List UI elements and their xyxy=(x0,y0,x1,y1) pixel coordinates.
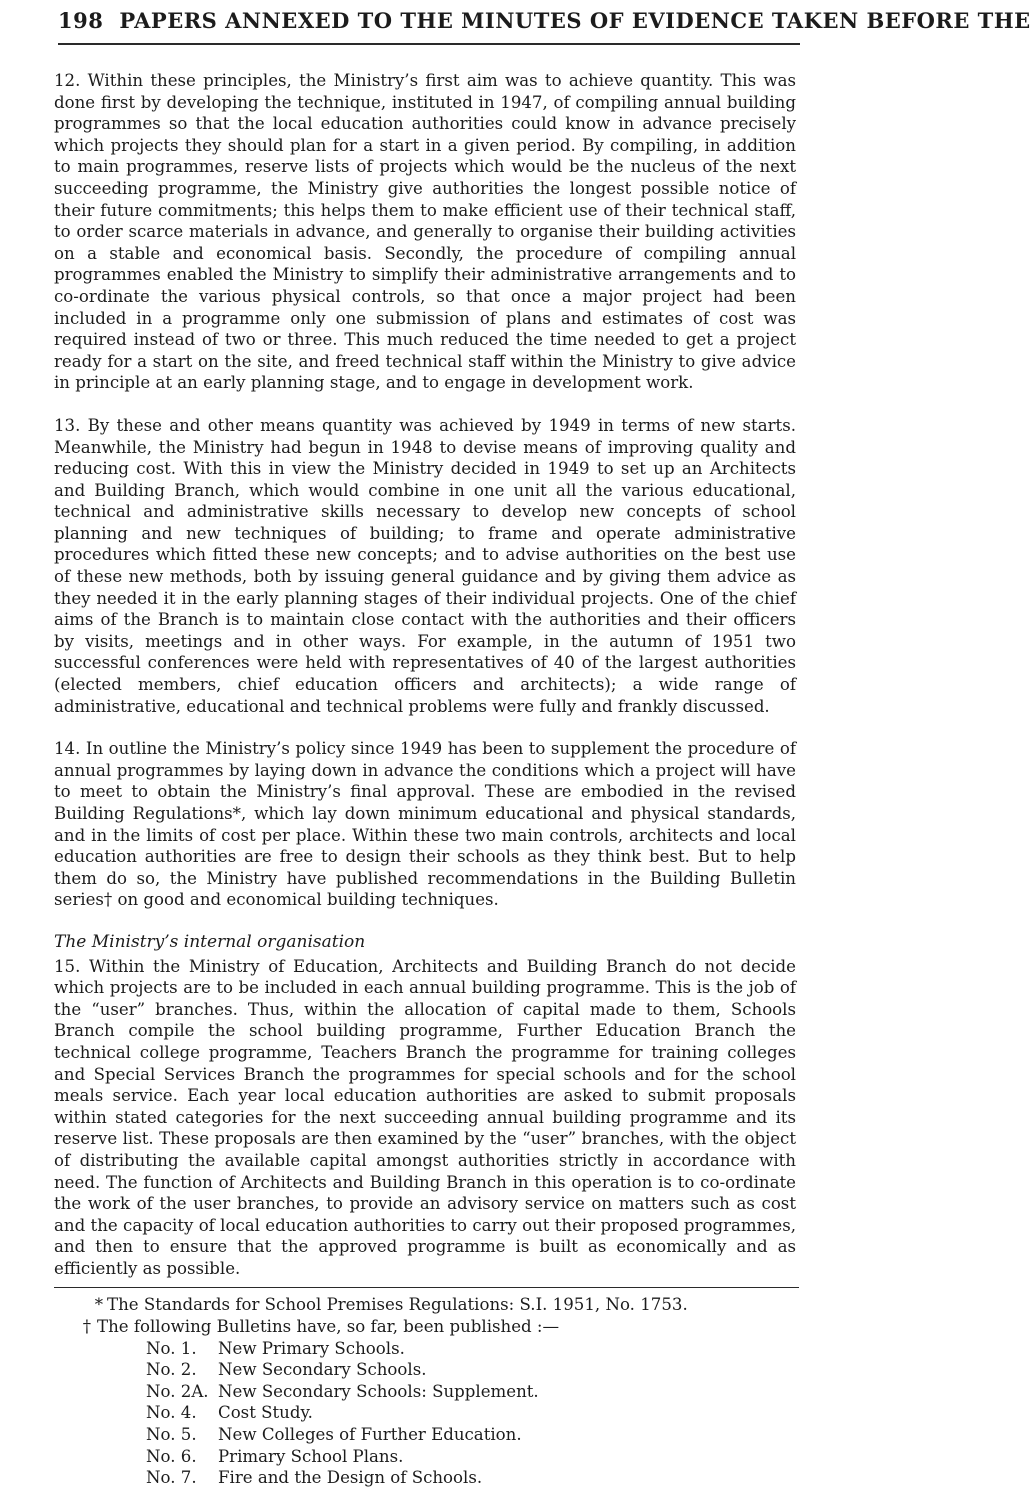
running-title: PAPERS ANNEXED TO THE MINUTES OF EVIDENCE TAKEN BEFORE THE xyxy=(119,8,1031,33)
header-rule xyxy=(58,43,800,45)
footnote-dagger-mark: † xyxy=(82,1317,91,1337)
bulletin-number: No. 2. xyxy=(146,1360,197,1380)
list-item xyxy=(146,1338,796,1360)
footnote-star xyxy=(54,1294,796,1316)
bulletin-number: No. 6. xyxy=(146,1446,197,1466)
list-item xyxy=(146,1381,796,1403)
bulletin-title: New Secondary Schools. xyxy=(218,1360,427,1380)
footnote-dagger-text: The following Bulletins have, so far, been published :— xyxy=(97,1317,560,1337)
bulletin-number: No. 7. xyxy=(146,1468,197,1488)
bulletin-title: New Secondary Schools: Supplement. xyxy=(218,1381,539,1401)
paragraph-14: 14. In outline the Ministry’s policy since 1949 has been to supplement the procedure of annual programmes by laying down in advance the conditions which a project will have to meet to obtain the Ministry’s final approval. These are embodied in the revised Building Regulations*, which lay down minimum educational and physical standards, and in the limits of cost per place. Within these two main controls, architects and local education authorities are free to design their schools as they think best. But to help them do so, the Ministry have published recommendations in the Building Bulletin series† on good and economical building techniques. xyxy=(54,739,796,910)
footnote-rule xyxy=(54,1287,799,1288)
bulletin-title: Fire and the Design of Schools. xyxy=(218,1468,483,1488)
paragraph-15: 15. Within the Ministry of Education, Architects and Building Branch do not decide which projects are to be included in each annual building programme. This is the job of the “user” branches. Thus, within the allocation of capital made to them, Schools Branch compile the school building programme, Further Education Branch the technical college programme, Teachers Branch the programme for training colleges and Special Services Branch the programmes for special schools and for the school meals service. Each year local education authorities are asked to submit proposals within stated categories for the next succeeding annual building programme and its reserve list. These proposals are then examined by the “user” branches, with the object of distributing the available capital amongst authorities strictly in accordance with need. The function of Architects and Building Branch in this operation is to co-ordinate the work of the user branches, to provide an advisory service on matters such as cost and the capacity of local education authorities to carry out their proposed programmes, and then to ensure that the approved programme is built as economically and as efficiently as possible. xyxy=(54,956,796,1278)
list-item xyxy=(146,1446,796,1468)
bulletin-number: No. 5. xyxy=(146,1425,197,1445)
document-body xyxy=(54,70,796,1489)
bulletin-number: No. 1. xyxy=(146,1338,197,1358)
bulletin-list xyxy=(54,1338,796,1489)
bulletin-title: Primary School Plans. xyxy=(218,1446,404,1466)
bulletin-number: No. 2A. xyxy=(146,1381,209,1401)
bulletin-title: New Colleges of Further Education. xyxy=(218,1425,522,1445)
footnote-dagger xyxy=(54,1316,796,1338)
page-number: 198 xyxy=(58,8,104,33)
bulletin-number: No. 4. xyxy=(146,1403,197,1423)
list-item xyxy=(146,1402,796,1424)
section-heading: The Ministry’s internal organisation xyxy=(54,931,366,952)
list-item xyxy=(146,1424,796,1446)
footnote-star-mark: * xyxy=(94,1295,103,1315)
list-item xyxy=(146,1359,796,1381)
footnote-star-text: The Standards for School Premises Regulations: S.I. 1951, No. 1753. xyxy=(107,1295,688,1315)
paragraph-12: 12. Within these principles, the Ministry’s first aim was to achieve quantity. This was done first by developing the technique, instituted in 1947, of compiling annual building programmes so that the local education authorities could know in advance precisely which projects they should plan for a start in a given period. By compiling, in addition to main programmes, reserve lists of projects which would be the nucleus of the next succeeding programme, the Ministry give authorities the longest possible notice of their future commitments; this helps them to make efficient use of their technical staff, to order scarce materials in advance, and generally to organise their building activities on a stable and economical basis. Secondly, the procedure of compiling annual programmes enabled the Ministry to simplify their administrative arrangements and to co-ordinate the various physical controls, so that once a major project had been included in a programme only one submission of plans and estimates of cost was required instead of two or three. This much reduced the time needed to get a project ready for a start on the site, and freed technical staff within the Ministry to give advice in principle at an early planning stage, and to engage in development work. xyxy=(54,71,796,393)
bulletin-title: New Primary Schools. xyxy=(218,1338,405,1358)
list-item xyxy=(146,1467,796,1489)
bulletin-title: Cost Study. xyxy=(218,1403,313,1423)
running-header xyxy=(58,8,1031,33)
paragraph-13: 13. By these and other means quantity was achieved by 1949 in terms of new starts. Meanwhile, the Ministry had begun in 1948 to devise means of improving quality and reducing cost. With this in view the Ministry decided in 1949 to set up an Architects and Building Branch, which would combine in one unit all the various educational, technical and administrative skills necessary to develop new concepts of school planning and new techniques of building; to frame and operate administrative procedures which fitted these new concepts; and to advise authorities on the best use of these new methods, both by issuing general guidance and by giving them advice as they needed it in the early planning stages of their individual projects. One of the chief aims of the Branch is to maintain close contact with the authorities and their officers by visits, meetings and in other ways. For example, in the autumn of 1951 two successful conferences were held with representatives of 40 of the largest authorities (elected members, chief education officers and architects); a wide range of administrative, educational and technical problems were fully and frankly discussed. xyxy=(54,415,796,716)
